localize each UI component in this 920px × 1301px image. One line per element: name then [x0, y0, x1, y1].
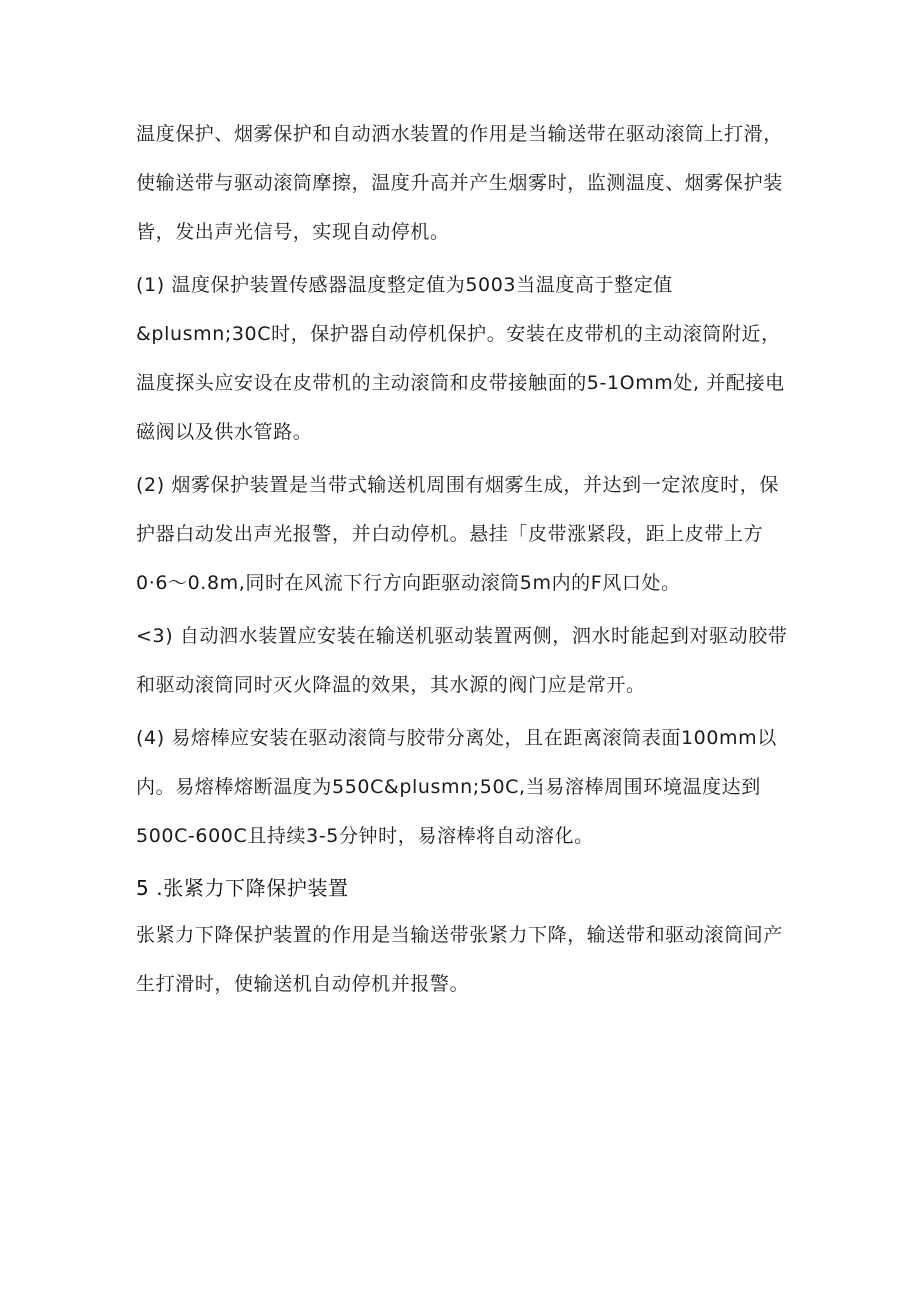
paragraph-sprinkler: <3) 自动泗水装置应安装在输送机驱动装置两侧，泗水时能起到对驱动胶带和驱动滚筒同时灭火降温的效果，其水源的阀门应是常开。: [136, 625, 788, 696]
paragraph-fusible-rod: (4) 易熔棒应安装在驱动滚筒与胶带分离处，且在距离滚筒表面100mm以内。易熔棒熔断温度为550C&plusmn;50C,当易溶棒周围环境温度达到500C-600C且持续3-5分钟时，易溶棒将自动溶化。: [136, 727, 777, 847]
paragraph-tension-protection: 张紧力下降保护装置的作用是当输送带张紧力下降，输送带和驱动滚筒间产生打滑时，使输送机自动停机并报警。: [136, 924, 783, 995]
paragraph-smoke-protection: (2) 烟雾保护装置是当带式输送机周围有烟雾生成，并达到一定浓度时，保护器白动发出声光报警，并白动停机。悬挂「皮带涨紧段，距上皮带上方0·6〜0.8m,同时在风流下行方向距驱动滚筒5m内的F风口处。: [136, 474, 779, 594]
section-heading: 5 .张紧力下降保护装置: [136, 876, 349, 900]
paragraph-intro: 温度保护、烟雾保护和自动洒水装置的作用是当输送带在驱动滚筒上打滑，使输送带与驱动滚筒摩擦，温度升高并产生烟雾时，监测温度、烟雾保护装皆，发出声光信号，实现自动停机。: [136, 123, 783, 243]
paragraph-temperature-protection: (1) 温度保护装置传感器温度整定值为5003当温度高于整定值&plusmn;30C时，保护器自动停机保护。安装在皮带机的主动滚筒附近，温度探头应安设在皮带机的主动滚筒和皮带接触面的5-1Omm处, 并配接电磁阀以及供水管路。: [136, 274, 785, 443]
document-body: [136, 110, 796, 1009]
